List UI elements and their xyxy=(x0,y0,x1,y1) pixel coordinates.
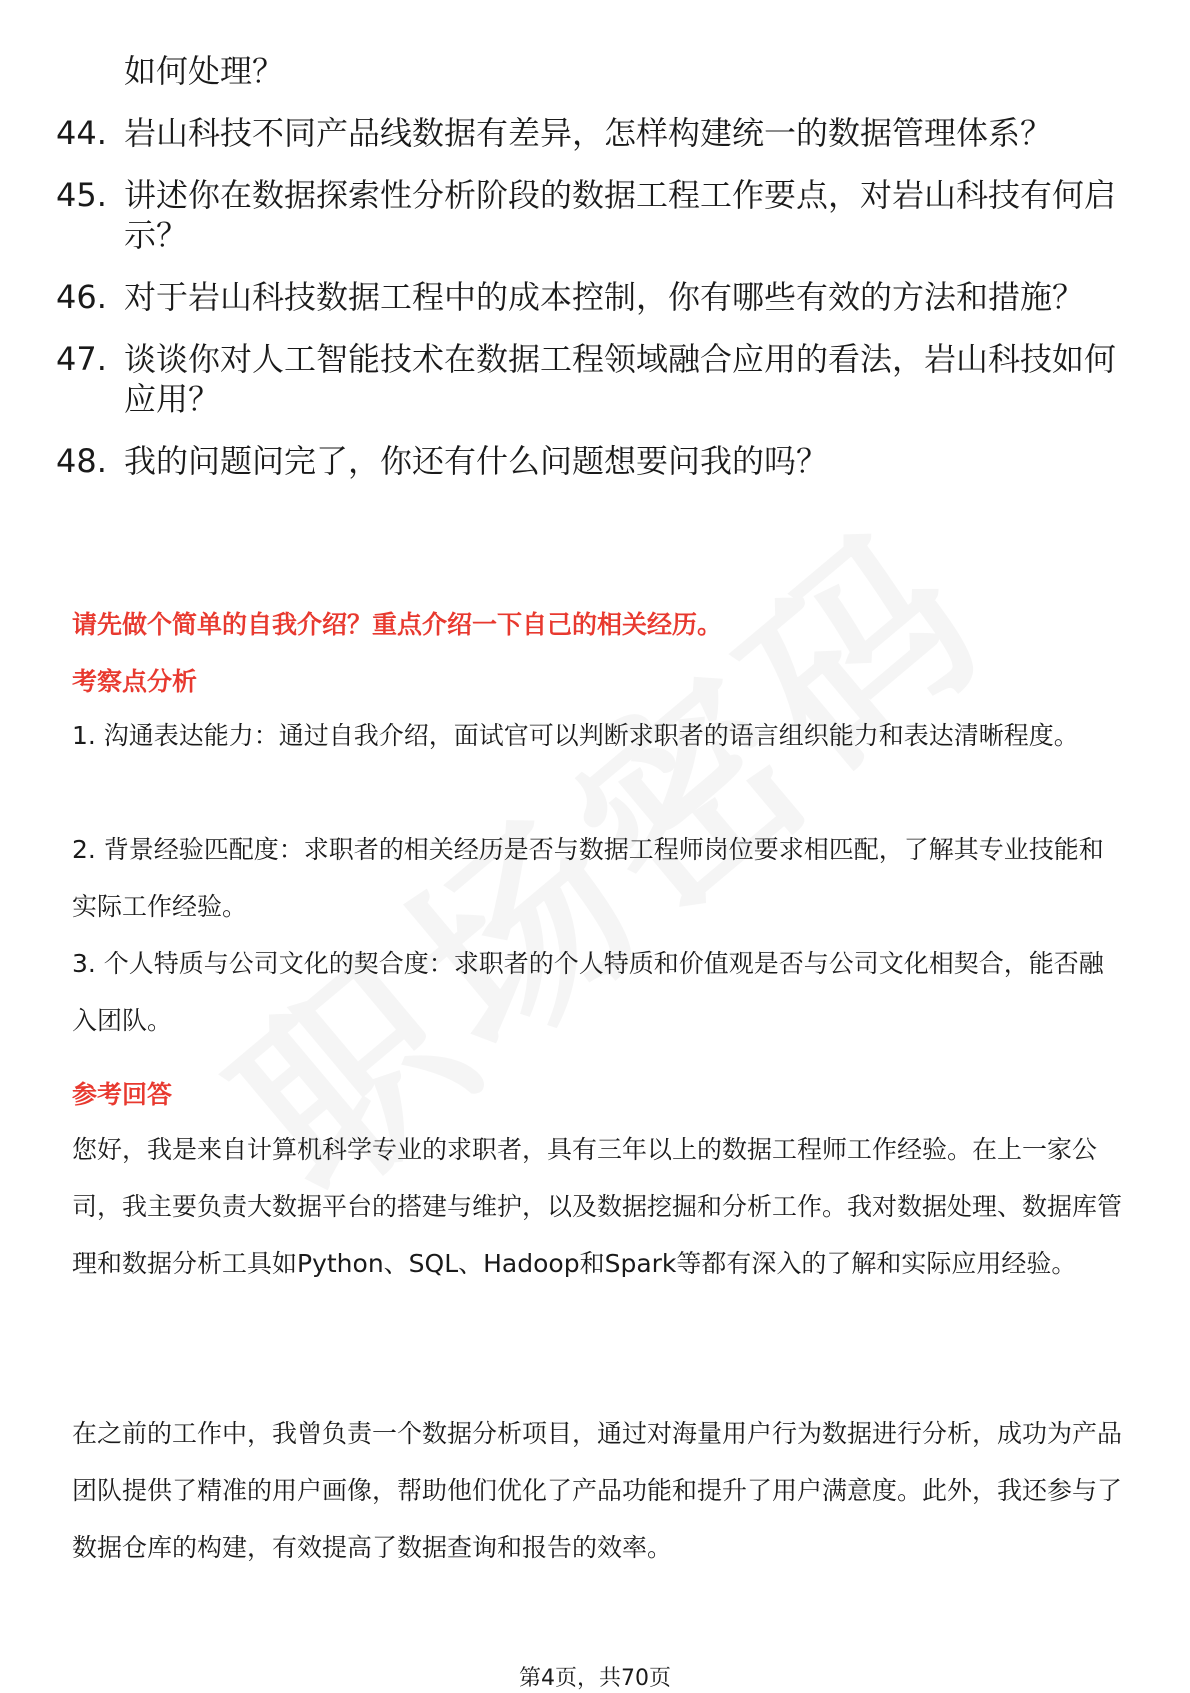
question-item xyxy=(56,113,1116,153)
question-item xyxy=(56,441,1116,481)
answer-paragraph: 在之前的工作中，我曾负责一个数据分析项目，通过对海量用户行为数据进行分析，成功为产品团队提供了精准的用户画像，帮助他们优化了产品功能和提升了用户满意度。此外，我还参与了数据仓库的构建，有效提高了数据查询和报告的效率。 xyxy=(72,1419,1123,1562)
question-number: 45. xyxy=(56,176,107,214)
answer-paragraph: 您好，我是来自计算机科学专业的求职者，具有三年以上的数据工程师工作经验。在上一家公司，我主要负责大数据平台的搭建与维护，以及数据挖掘和分析工作。我对数据处理、数据库管理和数据分析工具如Python、SQL、Hadoop和Spark等都有深入的了解和实际应用经验。 xyxy=(72,1135,1123,1278)
question-text: 谈谈你对人工智能技术在数据工程领域融合应用的看法，岩山科技如何应用？ xyxy=(124,340,1117,418)
analysis-point: 3. 个人特质与公司文化的契合度：求职者的个人特质和价值观是否与公司文化相契合，能否融入团队。 xyxy=(72,949,1104,1035)
question-number: 48. xyxy=(56,442,107,480)
question-text: 我的问题问完了，你还有什么问题想要问我的吗？ xyxy=(124,442,829,480)
answer-heading: 参考回答 xyxy=(72,1080,173,1109)
question-text: 岩山科技不同产品线数据有差异，怎样构建统一的数据管理体系？ xyxy=(124,114,1053,152)
question-heading: 请先做个简单的自我介绍？重点介绍一下自己的相关经历。 xyxy=(72,610,723,639)
question-text: 对于岩山科技数据工程中的成本控制，你有哪些有效的方法和措施？ xyxy=(124,278,1085,316)
question-item xyxy=(56,339,1116,419)
question-text: 讲述你在数据探索性分析阶段的数据工程工作要点，对岩山科技有何启示？ xyxy=(124,176,1117,254)
continued-question-text: 如何处理？ xyxy=(124,52,285,90)
question-number: 44. xyxy=(56,114,107,152)
analysis-point: 1. 沟通表达能力：通过自我介绍，面试官可以判断求职者的语言组织能力和表达清晰程度。 xyxy=(72,721,1079,750)
question-number: 46. xyxy=(56,278,107,316)
analysis-point: 2. 背景经验匹配度：求职者的相关经历是否与数据工程师岗位要求相匹配，了解其专业技能和实际工作经验。 xyxy=(72,835,1104,921)
analysis-heading: 考察点分析 xyxy=(72,667,198,696)
page-footer: 第4页，共70页 xyxy=(519,1666,671,1691)
question-number: 47. xyxy=(56,340,107,378)
question-list xyxy=(56,113,1116,503)
question-item xyxy=(56,277,1116,317)
question-item xyxy=(56,175,1116,255)
